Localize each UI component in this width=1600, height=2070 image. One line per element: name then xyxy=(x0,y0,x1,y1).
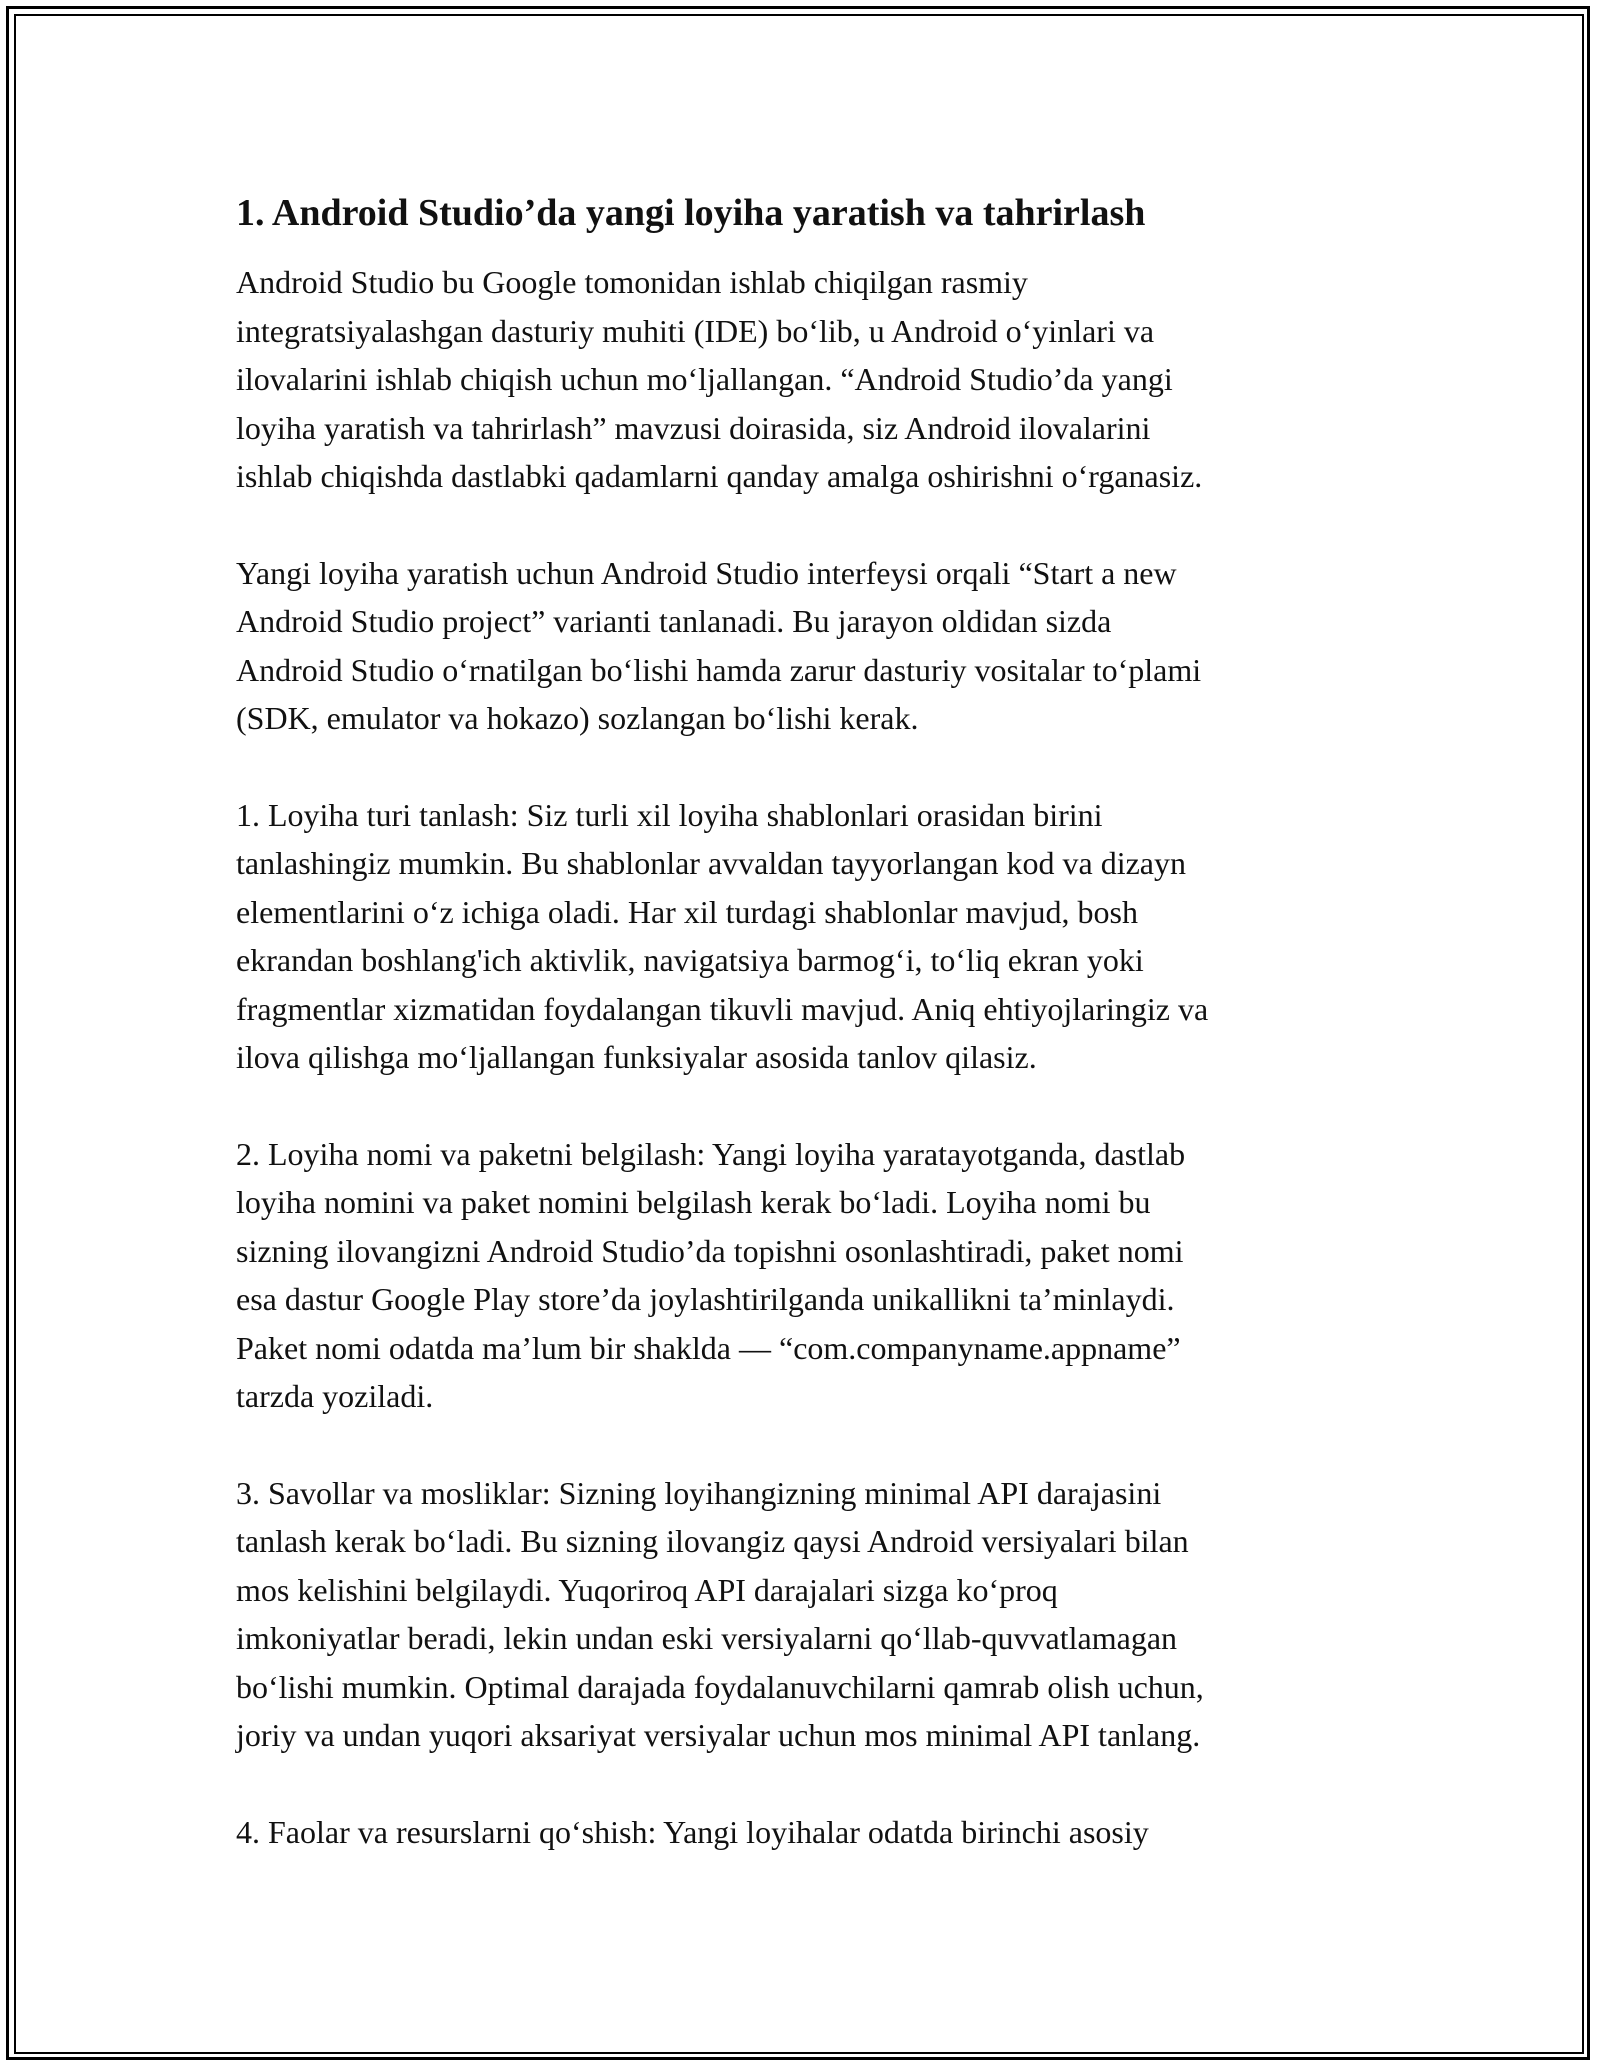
text-line: esa dastur Google Play store’da joylashtirilganda unikallikni ta’minlaydi. xyxy=(236,1281,1175,1317)
text-line: Android Studio project” varianti tanlanadi. Bu jarayon oldidan sizda xyxy=(236,603,1112,639)
text-line: ishlab chiqishda dastlabki qadamlarni qanday amalga oshirishni o‘rganasiz. xyxy=(236,458,1203,494)
paragraph-step-2 xyxy=(236,1130,1366,1421)
text-line: 4. Faolar va resurslarni qo‘shish: Yangi loyihalar odatda birinchi asosiy xyxy=(236,1813,1149,1850)
text-line: tanlash kerak bo‘ladi. Bu sizning ilovangiz qaysi Android versiyalari bilan xyxy=(236,1523,1189,1559)
text-line: Yangi loyiha yaratish uchun Android Studio interfeysi orqali “Start a new xyxy=(236,554,1177,591)
document-title: 1. Android Studio’da yangi loyiha yaratish va tahrirlash xyxy=(236,192,1146,234)
text-line: integratsiyalashgan dasturiy muhiti (IDE) bo‘lib, u Android o‘yinlari va xyxy=(236,312,1155,349)
text-line: loyiha yaratish va tahrirlash” mavzusi doirasida, siz Android ilovalarini xyxy=(236,409,1151,446)
text-line: elementlarini o‘z ichiga oladi. Har xil turdagi shablonlar mavjud, bosh xyxy=(236,893,1138,930)
text-line: 3. Savollar va mosliklar: Sizning loyihangizning minimal API darajasini xyxy=(236,1474,1162,1511)
text-line: joriy va undan yuqori aksariyat versiyalar uchun mos minimal API tanlang. xyxy=(236,1717,1201,1753)
text-line: mos kelishini belgilaydi. Yuqoriroq API darajalari sizga ko‘proq xyxy=(236,1571,1058,1608)
text-line: ilovalarini ishlab chiqish uchun mo‘ljallangan. “Android Studio’da yangi xyxy=(236,361,1173,397)
text-line: Android Studio bu Google tomonidan ishlab chiqilgan rasmiy xyxy=(236,264,1028,300)
text-line: sizning ilovangizni Android Studio’da topishni osonlashtiradi, paket nomi xyxy=(236,1232,1184,1269)
paragraph-new-project xyxy=(236,549,1366,743)
text-line: Paket nomi odatda ma’lum bir shakldа — “com.companyname.appname” xyxy=(236,1329,1181,1366)
text-line: loyiha nomini va paket nomini belgilash kerak bo‘ladi. Loyiha nomi bu xyxy=(236,1184,1151,1220)
text-line: bo‘lishi mumkin. Optimal darajada foydalanuvchilarni qamrab olish uchun, xyxy=(236,1668,1204,1705)
paragraph-intro xyxy=(236,258,1366,501)
text-line: 1. Loyiha turi tanlash: Siz turli xil loyiha shablonlari orasidan birini xyxy=(236,796,1103,833)
text-line: (SDK, emulator va hokazo) sozlangan bo‘lishi kerak. xyxy=(236,700,919,736)
text-line: tanlashingiz mumkin. Bu shablonlar avvaldan tayyorlangan kod va dizayn xyxy=(236,845,1186,881)
text-line: imkoniyatlar beradi, lekin undan eski versiyalarni qo‘llab-quvvatlamagan xyxy=(236,1620,1178,1656)
text-line: 2. Loyiha nomi va paketni belgilash: Yangi loyiha yaratayotganda, dastlab xyxy=(236,1135,1186,1172)
text-line: fragmentlar xizmatidan foydalangan tikuvli mavjud. Aniq ehtiyojlaringiz va xyxy=(236,990,1209,1027)
paragraph-step-3 xyxy=(236,1469,1366,1760)
text-line: Android Studio o‘rnatilgan bo‘lishi hamda zarur dasturiy vositalar to‘plami xyxy=(236,651,1202,688)
document-body xyxy=(236,188,1366,1904)
text-line: ilova qilishga mo‘ljallangan funksiyalar asosida tanlov qilasiz. xyxy=(236,1039,1037,1075)
paragraph-step-1 xyxy=(236,791,1366,1082)
paragraph-step-4 xyxy=(236,1808,1366,1857)
text-line: tarzda yoziladi. xyxy=(236,1378,434,1414)
text-line: ekrandan boshlang'ich aktivlik, navigatsiya barmog‘i, to‘liq ekran yoki xyxy=(236,942,1144,978)
